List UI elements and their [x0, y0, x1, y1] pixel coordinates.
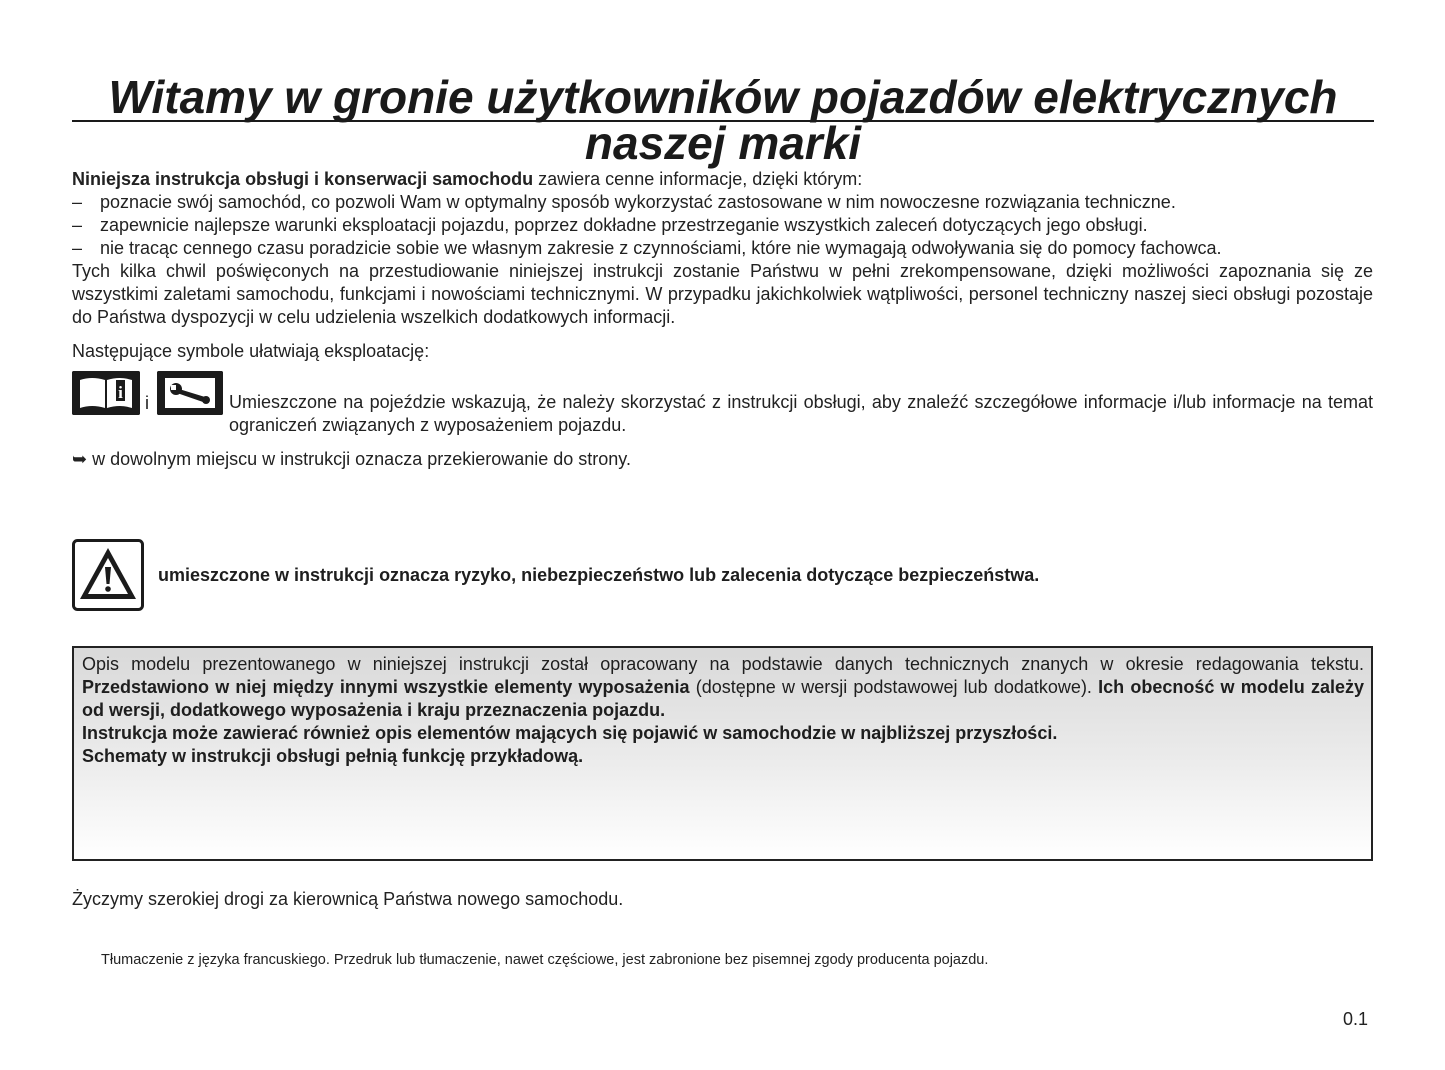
bullet-text: zapewnicie najlepsze warunki eksploatacji pojazdu, poprzez dokładne przestrzeganie wszystkich zaleceń dotyczących jego obsługi. — [100, 215, 1148, 235]
wrench-icon — [157, 371, 223, 415]
intro-section — [72, 168, 1373, 329]
bullet-text: nie tracąc cennego czasu poradzicie sobie we własnym zakresie z czynnościami, które nie wymagają odwoływania się do pomocy fachowca. — [100, 238, 1222, 258]
page-number: 0.1 — [1343, 1009, 1369, 1029]
redirect-text: w dowolnym miejscu w instrukcji oznacza przekierowanie do strony. — [87, 449, 631, 469]
note-part-4: Ich obecność w modelu zależy od wersji, dodatkowego wyposażenia i kraju przeznaczenia pojazdu. — [82, 677, 1364, 720]
icon-conjunction: i — [145, 393, 149, 413]
note-part-3: (dostępne w wersji podstawowej lub dodatkowe). — [689, 677, 1099, 697]
svg-text:i: i — [118, 383, 123, 402]
translation-footnote: Tłumaczenie z języka francuskiego. Przedruk lub tłumaczenie, nawet częściowe, jest zabronione bez pisemnej zgody producenta pojazdu. — [101, 952, 989, 968]
intro-lead — [72, 168, 1373, 191]
intro-paragraph: Tych kilka chwil poświęconych na przestudiowanie niniejszej instrukcji zostanie Państwu w pełni zrekompensowane, dzięki możliwości zapoznania się ze wszystkimi zaletami samochodu, funkcjami i nowościami technicznymi. W przypadku jakichkolwiek wątpliwości, personel techniczny naszej sieci obsługi pozostaje do Państwa dyspozycji w celu udzielenia wszelkich dodatkowych informacji. — [72, 261, 1373, 327]
list-item — [72, 191, 1373, 214]
list-item — [72, 237, 1373, 260]
warning-text: umieszczone w instrukcji oznacza ryzyko, niebezpieczeństwo lub zalecenia dotyczące bezpieczeństwa. — [158, 565, 1040, 585]
manual-book-icon — [72, 371, 140, 415]
page-title-line-2: naszej marki — [584, 117, 862, 169]
intro-lead-rest: zawiera cenne informacje, dzięki którym: — [533, 169, 863, 189]
intro-lead-bold: Niniejsza instrukcja obsługi i konserwacji samochodu — [72, 169, 534, 189]
warning-triangle-icon — [72, 539, 144, 611]
note-part-1: Opis modelu prezentowanego w niniejszej instrukcji został opracowany na podstawie danych technicznych znanych w okresie redagowania tekstu. — [82, 654, 1364, 674]
page-title — [72, 72, 1374, 168]
note-paragraph — [82, 653, 1364, 722]
arrow-right-icon: ➥ — [72, 449, 88, 469]
note-schemes-line: Schematy w instrukcji obsługi pełnią funkcję przykładową. — [82, 746, 584, 766]
closing-wishes: Życzymy szerokiej drogi za kierownicą Państwa nowego samochodu. — [72, 889, 624, 909]
symbols-description: Umieszczone na pojeździe wskazują, że należy skorzystać z instrukcji obsługi, aby znaleźć szczegółowe informacje i/lub informacje na temat ograniczeń związanych z wyposażeniem pojazdu. — [229, 392, 1373, 435]
symbols-lead: Następujące symbole ułatwiają eksploatację: — [72, 341, 430, 361]
redirect-note — [72, 448, 1373, 471]
bullet-marker: – — [72, 215, 83, 235]
bullet-marker: – — [72, 192, 83, 212]
model-note-text — [82, 653, 1364, 768]
list-item — [72, 214, 1373, 237]
bullet-text: poznacie swój samochód, co pozwoli Wam w optymalny sposób wykorzystać zastosowane w nim nowoczesne rozwiązania techniczne. — [100, 192, 1176, 212]
note-instruction-line: Instrukcja może zawierać również opis elementów mających się pojawić w samochodzie w najbliższej przyszłości. — [82, 723, 1058, 743]
bullet-marker: – — [72, 238, 83, 258]
page-title-line-1: Witamy w gronie użytkowników pojazdów elektrycznych — [108, 71, 1338, 123]
note-part-2: Przedstawiono w niej między innymi wszystkie elementy wyposażenia — [82, 677, 690, 697]
model-note-box — [72, 646, 1373, 861]
